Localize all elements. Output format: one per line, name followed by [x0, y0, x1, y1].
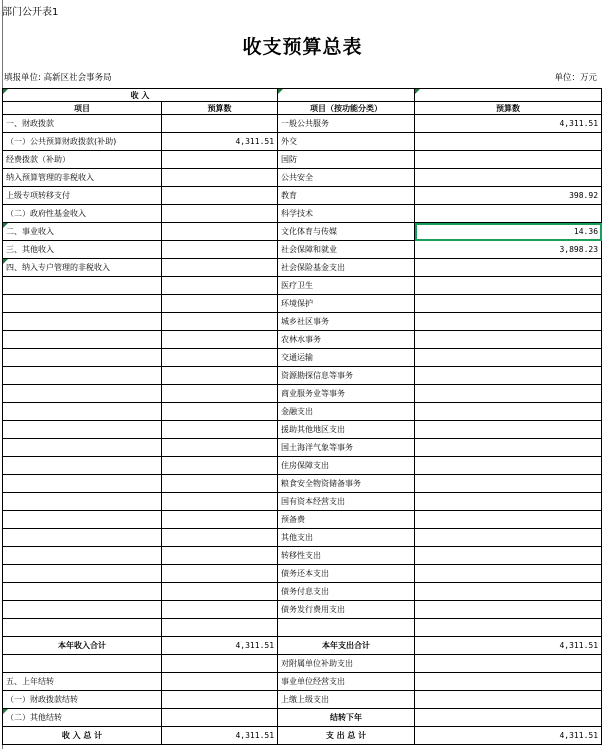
table-row — [3, 727, 602, 745]
income-item-cell[interactable] — [3, 277, 162, 295]
income-budget-cell[interactable] — [162, 457, 278, 475]
table-row — [3, 169, 602, 187]
expense-item-cell[interactable]: 资源勘探信息等事务 — [278, 367, 415, 385]
expense-item-cell[interactable]: 事业单位经营支出 — [278, 673, 415, 691]
income-item-cell[interactable] — [3, 493, 162, 511]
income-item-cell[interactable] — [3, 583, 162, 601]
expense-budget-cell[interactable] — [415, 205, 602, 223]
comment-marker-icon — [3, 89, 8, 94]
expense-item-cell[interactable]: 医疗卫生 — [278, 277, 415, 295]
expense-item-cell[interactable]: 公共安全 — [278, 169, 415, 187]
expense-budget-cell[interactable] — [415, 421, 602, 439]
table-row — [3, 277, 602, 295]
expense-item-cell[interactable]: 社会保障和就业 — [278, 241, 415, 259]
income-item-cell[interactable] — [3, 331, 162, 349]
income-budget-cell[interactable] — [162, 439, 278, 457]
col-header-expense-budget[interactable]: 预算数 — [415, 102, 602, 115]
expense-item-cell[interactable]: 结转下年 — [278, 709, 415, 727]
income-budget-cell[interactable] — [162, 349, 278, 367]
table-row — [3, 295, 602, 313]
expense-item-cell[interactable]: 住房保障支出 — [278, 457, 415, 475]
expense-budget-cell[interactable] — [415, 277, 602, 295]
table-row — [3, 133, 602, 151]
income-budget-cell[interactable] — [162, 475, 278, 493]
expense-item-cell[interactable]: 社会保险基金支出 — [278, 259, 415, 277]
expense-item-cell[interactable]: 债务发行费用支出 — [278, 601, 415, 619]
expense-item-cell[interactable]: 预备费 — [278, 511, 415, 529]
income-budget-cell[interactable] — [162, 385, 278, 403]
expense-item-cell[interactable]: 债务付息支出 — [278, 583, 415, 601]
expense-budget-cell[interactable] — [415, 547, 602, 565]
expense-item-cell[interactable]: 科学技术 — [278, 205, 415, 223]
table-row — [3, 331, 602, 349]
income-budget-cell[interactable] — [162, 547, 278, 565]
table-row — [3, 511, 602, 529]
expense-budget-cell[interactable] — [415, 511, 602, 529]
income-budget-cell[interactable] — [162, 259, 278, 277]
income-item-cell[interactable]: 收 入 总 计 — [3, 727, 162, 745]
expense-item-cell[interactable]: 教育 — [278, 187, 415, 205]
income-budget-cell[interactable] — [162, 169, 278, 187]
expense-item-cell[interactable]: 转移性支出 — [278, 547, 415, 565]
table-row — [3, 475, 602, 493]
income-budget-cell[interactable]: 4,311.51 — [162, 637, 278, 655]
expense-budget-cell[interactable]: 4,311.51 — [415, 637, 602, 655]
income-budget-cell[interactable] — [162, 115, 278, 133]
expense-budget-cell[interactable] — [415, 691, 602, 709]
income-item-cell[interactable]: 经费拨款（补助） — [3, 151, 162, 169]
income-item-cell[interactable]: （二）其他结转 — [3, 709, 162, 727]
expense-budget-cell[interactable] — [415, 493, 602, 511]
income-budget-cell[interactable] — [162, 601, 278, 619]
expense-item-cell[interactable]: 一般公共服务 — [278, 115, 415, 133]
table-number-label: 部门公开表1 — [2, 7, 59, 18]
header-row-columns — [3, 102, 602, 115]
expense-budget-cell[interactable] — [415, 349, 602, 367]
table-row — [3, 673, 602, 691]
income-item-cell[interactable] — [3, 349, 162, 367]
income-budget-cell[interactable] — [162, 331, 278, 349]
expense-item-cell[interactable]: 金融支出 — [278, 403, 415, 421]
income-budget-cell[interactable] — [162, 187, 278, 205]
expense-budget-cell[interactable] — [415, 565, 602, 583]
income-item-cell[interactable]: 四、纳入专户管理的非税收入 — [3, 259, 162, 277]
expense-budget-cell[interactable] — [415, 439, 602, 457]
income-item-cell[interactable]: 上级专项转移支付 — [3, 187, 162, 205]
table-row — [3, 619, 602, 637]
income-budget-cell[interactable] — [162, 313, 278, 331]
expense-budget-cell[interactable] — [415, 151, 602, 169]
table-row — [3, 691, 602, 709]
comment-marker-icon — [3, 709, 8, 714]
expense-budget-cell[interactable] — [415, 655, 602, 673]
expense-budget-cell[interactable] — [415, 295, 602, 313]
col-header-item[interactable]: 项目 — [3, 102, 162, 115]
table-row — [3, 313, 602, 331]
expense-item-cell[interactable]: 文化体育与传媒 — [278, 223, 415, 241]
income-item-cell[interactable] — [3, 385, 162, 403]
income-budget-cell[interactable] — [162, 673, 278, 691]
income-item-cell[interactable] — [3, 313, 162, 331]
comment-marker-icon — [3, 223, 8, 228]
expense-item-cell[interactable]: 本年支出合计 — [278, 637, 415, 655]
income-item-cell[interactable] — [3, 367, 162, 385]
expense-budget-cell[interactable]: 4,311.51 — [415, 115, 602, 133]
expense-budget-cell[interactable] — [415, 529, 602, 547]
table-row — [3, 151, 602, 169]
expense-item-cell[interactable]: 粮食安全物资储备事务 — [278, 475, 415, 493]
expense-item-cell[interactable]: 国有资本经营支出 — [278, 493, 415, 511]
income-item-cell[interactable]: （二）政府性基金收入 — [3, 205, 162, 223]
table-row — [3, 547, 602, 565]
expense-budget-cell[interactable] — [415, 457, 602, 475]
income-budget-cell[interactable] — [162, 223, 278, 241]
col-header-expense-item[interactable]: 项目（按功能分类） — [278, 102, 415, 115]
table-row — [3, 565, 602, 583]
income-item-cell[interactable] — [3, 601, 162, 619]
income-item-cell[interactable] — [3, 565, 162, 583]
expense-item-cell[interactable]: 援助其他地区支出 — [278, 421, 415, 439]
expense-budget-cell[interactable]: 398.92 — [415, 187, 602, 205]
table-row — [3, 529, 602, 547]
comment-marker-icon — [3, 259, 8, 264]
income-item-cell[interactable] — [3, 403, 162, 421]
table-row — [3, 493, 602, 511]
expense-budget-cell[interactable] — [415, 619, 602, 637]
income-budget-cell[interactable] — [162, 583, 278, 601]
income-item-cell[interactable] — [3, 529, 162, 547]
page-title: 收支预算总表 — [242, 36, 363, 58]
table-row — [3, 349, 602, 367]
table-row — [3, 403, 602, 421]
expense-budget-cell[interactable] — [415, 403, 602, 421]
table-row — [3, 421, 602, 439]
table-row — [3, 385, 602, 403]
budget-summary-table — [2, 88, 602, 745]
income-budget-cell[interactable] — [162, 367, 278, 385]
expense-item-cell[interactable]: 国土海洋气象等事务 — [278, 439, 415, 457]
income-budget-cell[interactable] — [162, 277, 278, 295]
comment-marker-icon — [415, 89, 420, 94]
expense-item-cell[interactable]: 国防 — [278, 151, 415, 169]
income-budget-cell[interactable] — [162, 529, 278, 547]
income-group-header[interactable]: 收 入 — [3, 89, 278, 102]
expense-budget-cell[interactable] — [415, 709, 602, 727]
table-row — [3, 187, 602, 205]
table-row — [3, 655, 602, 673]
income-item-cell[interactable]: 一、财政拨款 — [3, 115, 162, 133]
expense-budget-cell[interactable] — [415, 475, 602, 493]
income-budget-cell[interactable] — [162, 295, 278, 313]
income-item-cell[interactable] — [3, 457, 162, 475]
expense-item-cell[interactable]: 农林水事务 — [278, 331, 415, 349]
income-budget-cell[interactable] — [162, 655, 278, 673]
expense-budget-cell[interactable]: 3,898.23 — [415, 241, 602, 259]
income-item-cell[interactable]: 三、其他收入 — [3, 241, 162, 259]
income-budget-cell[interactable] — [162, 241, 278, 259]
expense-budget-cell[interactable] — [415, 133, 602, 151]
table-row — [3, 259, 602, 277]
header-row-group — [3, 89, 602, 102]
table-row — [3, 115, 602, 133]
header-blank-cell[interactable] — [278, 89, 415, 102]
table-row — [3, 601, 602, 619]
expense-item-cell[interactable]: 债务还本支出 — [278, 565, 415, 583]
table-row — [3, 457, 602, 475]
income-item-cell[interactable] — [3, 655, 162, 673]
expense-budget-cell[interactable] — [415, 169, 602, 187]
income-item-cell[interactable] — [3, 295, 162, 313]
income-item-cell[interactable] — [3, 439, 162, 457]
income-item-cell[interactable] — [3, 475, 162, 493]
expense-item-cell[interactable]: 商业服务业等事务 — [278, 385, 415, 403]
expense-budget-cell[interactable] — [415, 673, 602, 691]
expense-item-cell[interactable] — [278, 619, 415, 637]
table-row — [3, 583, 602, 601]
header-blank-cell[interactable] — [415, 89, 602, 102]
expense-budget-cell[interactable] — [415, 331, 602, 349]
table-row — [3, 241, 602, 259]
income-budget-cell[interactable] — [162, 511, 278, 529]
table-row — [3, 439, 602, 457]
income-budget-cell[interactable] — [162, 151, 278, 169]
expense-budget-cell[interactable] — [415, 385, 602, 403]
income-item-cell[interactable] — [3, 511, 162, 529]
income-budget-cell[interactable] — [162, 493, 278, 511]
expense-item-cell[interactable]: 支 出 总 计 — [278, 727, 415, 745]
table-row — [3, 709, 602, 727]
table-row — [3, 637, 602, 655]
filler-unit-label: 填报单位: 高新区社会事务局 — [4, 73, 112, 83]
expense-item-cell[interactable]: 环境保护 — [278, 295, 415, 313]
expense-item-cell[interactable]: 外交 — [278, 133, 415, 151]
income-budget-cell[interactable]: 4,311.51 — [162, 727, 278, 745]
income-budget-cell[interactable] — [162, 565, 278, 583]
income-budget-cell[interactable] — [162, 691, 278, 709]
expense-budget-cell[interactable] — [415, 313, 602, 331]
income-item-cell[interactable] — [3, 547, 162, 565]
expense-budget-cell[interactable] — [415, 601, 602, 619]
income-item-cell[interactable]: 二、事业收入 — [3, 223, 162, 241]
table-row — [3, 367, 602, 385]
income-item-cell[interactable]: 五、上年结转 — [3, 673, 162, 691]
expense-item-cell[interactable]: 交通运输 — [278, 349, 415, 367]
expense-item-cell[interactable]: 其他支出 — [278, 529, 415, 547]
income-budget-cell[interactable] — [162, 403, 278, 421]
col-header-budget[interactable]: 预算数 — [162, 102, 278, 115]
income-item-cell[interactable]: （一）财政拨款结转 — [3, 691, 162, 709]
table-row — [3, 205, 602, 223]
expense-item-cell[interactable]: 上缴上级支出 — [278, 691, 415, 709]
income-item-cell[interactable]: （一）公共预算财政拨款(补助) — [3, 133, 162, 151]
income-budget-cell[interactable] — [162, 709, 278, 727]
expense-budget-cell[interactable] — [415, 583, 602, 601]
expense-item-cell[interactable]: 城乡社区事务 — [278, 313, 415, 331]
income-budget-cell[interactable] — [162, 619, 278, 637]
income-item-cell[interactable] — [3, 619, 162, 637]
expense-budget-cell[interactable] — [415, 367, 602, 385]
expense-item-cell[interactable]: 对附属单位补助支出 — [278, 655, 415, 673]
expense-budget-cell[interactable]: 14.36 — [415, 223, 602, 241]
income-budget-cell[interactable]: 4,311.51 — [162, 133, 278, 151]
comment-marker-icon — [278, 89, 283, 94]
expense-budget-cell[interactable] — [415, 259, 602, 277]
table-row — [3, 223, 602, 241]
income-budget-cell[interactable] — [162, 421, 278, 439]
income-item-cell[interactable]: 本年收入合计 — [3, 637, 162, 655]
expense-budget-cell[interactable]: 4,311.51 — [415, 727, 602, 745]
income-item-cell[interactable] — [3, 421, 162, 439]
income-budget-cell[interactable] — [162, 205, 278, 223]
currency-unit-label: 单位：万元 — [554, 73, 597, 83]
income-item-cell[interactable]: 纳入预算管理的非税收入 — [3, 169, 162, 187]
